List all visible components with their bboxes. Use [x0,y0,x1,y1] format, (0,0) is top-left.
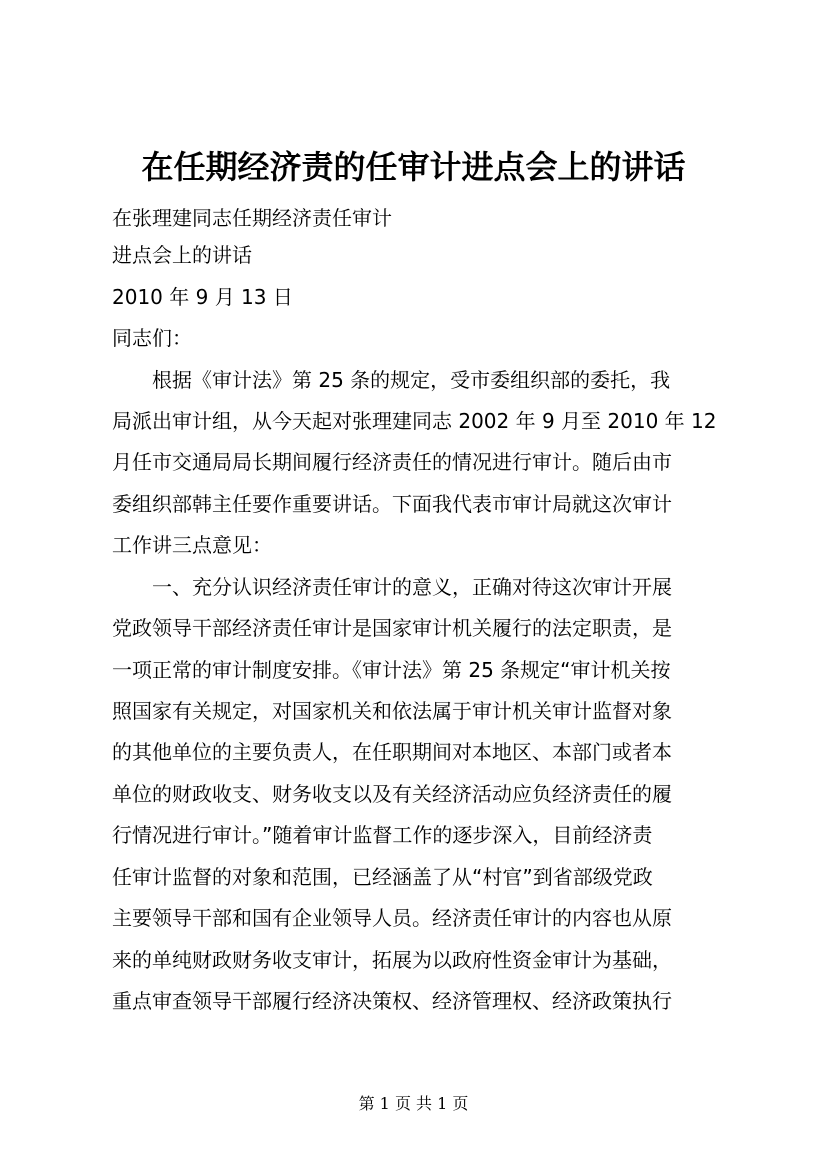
page-footer: 第 1 页 共 1 页 [358,1094,469,1113]
paragraph-line: 工作讲三点意见： [112,533,272,557]
paragraph-line: 一项正常的审计制度安排。《审计法》第 25 条规定“审计机关按 [112,658,671,682]
paragraph-line: 党政领导干部经济责任审计是国家审计机关履行的法定职责，是 [112,616,672,640]
salutation: 同志们： [112,326,192,350]
paragraph-line: 来的单纯财政财务收支审计，拓展为以政府性资金审计为基础， [112,948,672,972]
paragraph-line: 根据《审计法》第 25 条的规定，受市委组织部的委托，我 [152,368,671,392]
subtitle-line-1: 在张理建同志任期经济责任审计 [112,206,392,230]
paragraph-line: 任审计监督的对象和范围，已经涵盖了从“村官”到省部级党政 [112,865,653,889]
date-line: 2010 年 9 月 13 日 [112,285,293,309]
paragraph-line: 行情况进行审计。”随着审计监督工作的逐步深入，目前经济责 [112,823,653,847]
subtitle-line-2: 进点会上的讲话 [112,243,252,267]
paragraph-line: 主要领导干部和国有企业领导人员。经济责任审计的内容也从原 [112,906,672,930]
paragraph-line: 照国家有关规定，对国家机关和依法属于审计机关审计监督对象 [112,699,672,723]
paragraph-line: 的其他单位的主要负责人，在任职期间对本地区、本部门或者本 [112,740,672,764]
paragraph-line: 月任市交通局局长期间履行经济责任的情况进行审计。随后由市 [112,450,672,474]
paragraph-line: 单位的财政收支、财务收支以及有关经济活动应负经济责任的履 [112,782,672,806]
paragraph-line: 委组织部韩主任要作重要讲话。下面我代表市审计局就这次审计 [112,492,672,516]
paragraph-line: 重点审查领导干部履行经济决策权、经济管理权、经济政策执行 [112,989,672,1013]
document-title: 在任期经济责的任审计进点会上的讲话 [141,148,686,186]
section-heading: 一、充分认识经济责任审计的意义，正确对待这次审计开展 [152,575,672,599]
paragraph-line: 局派出审计组，从今天起对张理建同志 2002 年 9 月至 2010 年 12 [112,409,717,433]
